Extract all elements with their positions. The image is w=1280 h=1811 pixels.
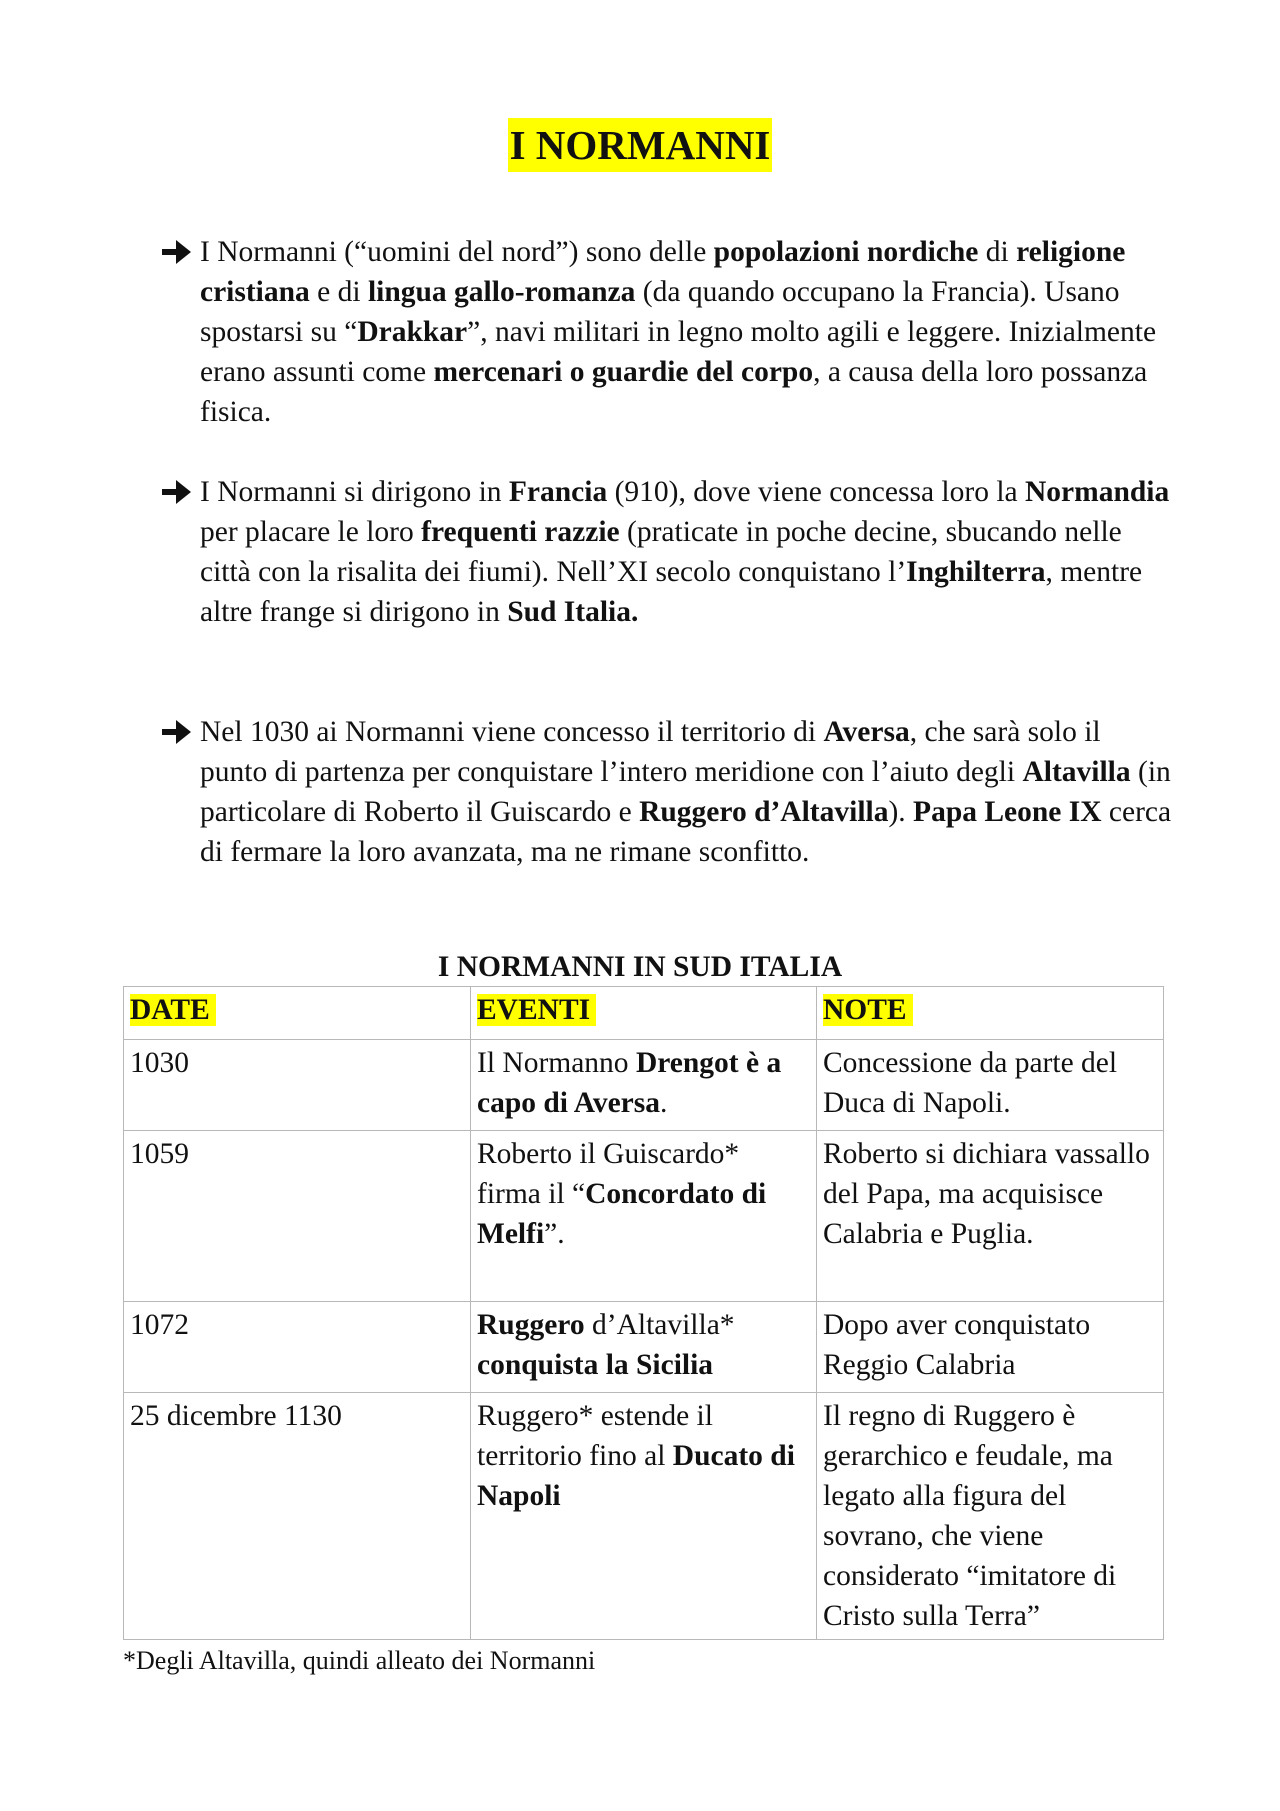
page-title: I NORMANNI [508,118,773,172]
event-cell: Ruggero d’Altavilla* conquista la Sicilia [471,1302,817,1393]
date-cell: 1030 [124,1040,471,1131]
title-container [0,118,1280,172]
paragraph-text: I Normanni (“uomini del nord”) sono delle popolazioni nordiche di religione cristiana e di lingua gallo-romanza (da quando occupano la Francia). Usano spostarsi su “Drakkar”, navi militari in legno molto agili e leggere. Inizialmente erano assunti come mercenari o guardie del corpo, a causa della loro possanza fisica. [200,236,1157,428]
date-cell: 1059 [124,1131,471,1302]
paragraph-text: Nel 1030 ai Normanni viene concesso il territorio di Aversa, che sarà solo il punto di partenza per conquistare l’intero meridione con l’aiuto degli Altavilla (in particolare di Roberto il Guiscardo e Ruggero d’Altavilla). Papa Leone IX cerca di fermare la loro avanzata, ma ne rimane sconfitto. [200,716,1172,868]
event-cell: Il Normanno Drengot è a capo di Aversa. [471,1040,817,1131]
table-row [124,1302,1164,1393]
header-label: DATE [130,994,216,1026]
date-cell: 1072 [124,1302,471,1393]
note-cell: Dopo aver conquistato Reggio Calabria [817,1302,1164,1393]
header-label: EVENTI [477,994,596,1026]
table-row [124,1040,1164,1131]
table-row [124,1131,1164,1302]
paragraph-text: I Normanni si dirigono in Francia (910), dove viene concessa loro la Normandia per placare le loro frequenti razzie (praticate in poche decine, sbucando nelle città con la risalita dei fiumi). Nell’XI secolo conquistano l’Inghilterra, mentre altre frange si dirigono in Sud Italia. [200,476,1170,628]
right-arrow-icon [160,232,196,272]
header-cell-date [124,987,471,1040]
footnote: *Degli Altavilla, quindi alleato dei Normanni [123,1646,596,1675]
table-row [124,1393,1164,1640]
note-cell: Roberto si dichiara vassallo del Papa, ma acquisisce Calabria e Puglia. [817,1131,1164,1302]
events-table [123,986,1164,1640]
paragraph-3 [200,712,1175,872]
header-cell-eventi [471,987,817,1040]
header-label: NOTE [823,994,913,1026]
paragraph-1 [200,232,1175,432]
date-cell: 25 dicembre 1130 [124,1393,471,1640]
event-cell: Roberto il Guiscardo* firma il “Concordato di Melfi”. [471,1131,817,1302]
header-cell-note [817,987,1164,1040]
right-arrow-icon [160,472,196,512]
right-arrow-icon [160,712,196,752]
paragraph-2 [200,472,1175,632]
note-cell: Il regno di Ruggero è gerarchico e feudale, ma legato alla figura del sovrano, che viene considerato “imitatore di Cristo sulla Terra” [817,1393,1164,1640]
table-caption: I NORMANNI IN SUD ITALIA [437,951,843,983]
event-cell: Ruggero* estende il territorio fino al Ducato di Napoli [471,1393,817,1640]
table-header-row [124,987,1164,1040]
note-cell: Concessione da parte del Duca di Napoli. [817,1040,1164,1131]
